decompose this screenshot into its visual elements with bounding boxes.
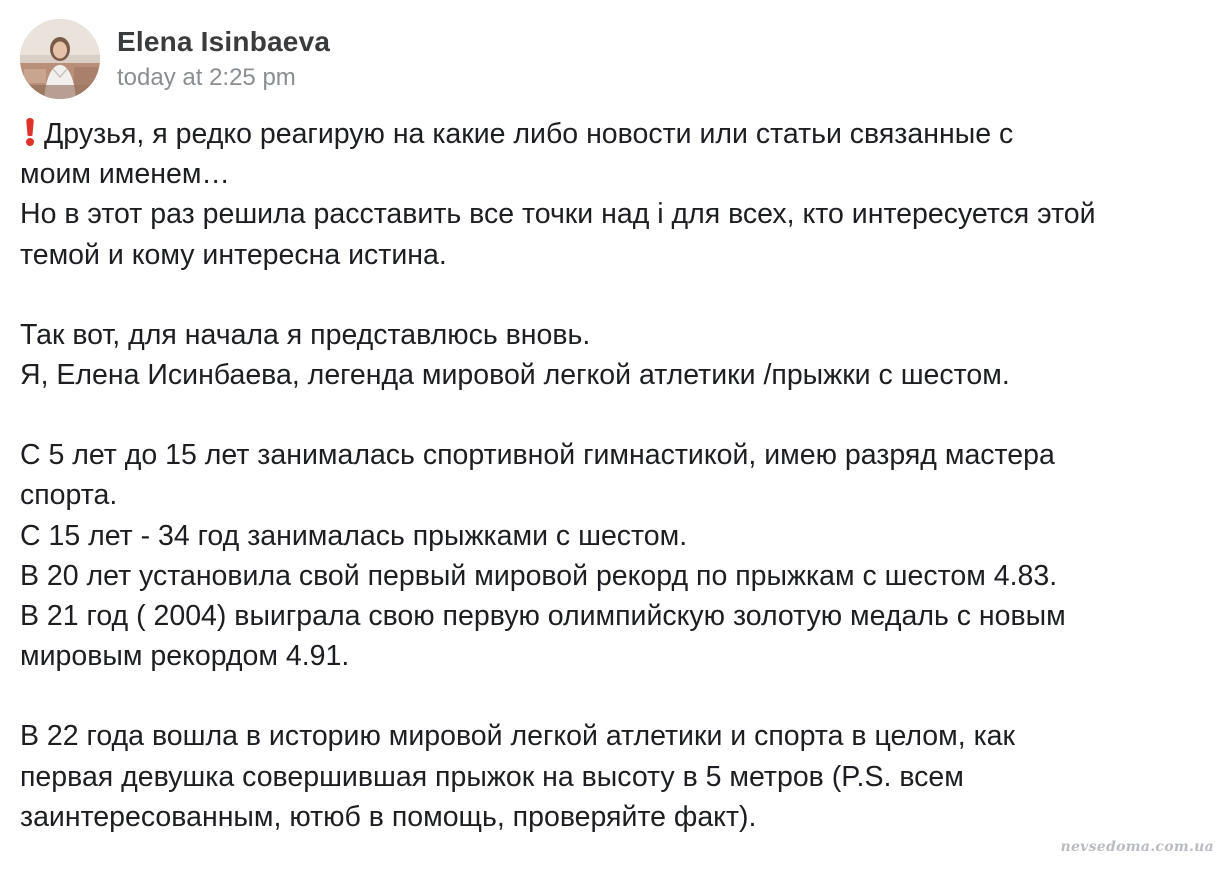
post-line: спорта. [20,479,118,512]
post-line: моим именем… [20,158,230,191]
post-line: первая девушка совершившая прыжок на высоту в 5 метров (P.S. всем [20,760,964,793]
post-line: В 22 года вошла в историю мировой легкой атлетики и спорта в целом, как [20,720,1015,753]
post-line: темой и кому интересна истина. [20,238,447,271]
author-name[interactable]: Elena Isinbaeva [117,25,331,57]
post-line: Но в этот раз решила расставить все точки над і для всех, кто интересуется этой [20,198,1096,231]
post-line: Я, Елена Исинбаева, легенда мировой легкой атлетики /прыжки с шестом. [20,359,1010,392]
post-paragraph [20,114,1205,275]
post-paragraph [20,716,1205,837]
avatar-photo [20,19,100,99]
post-timestamp[interactable]: today at 2:25 pm [117,63,296,91]
post-line [20,114,1205,154]
post-line: С 5 лет до 15 лет занималась спортивной гимнастикой, имею разряд мастера [20,439,1055,472]
post-line-text: Друзья, я редко реагирую на какие либо новости или статьи связанные с [44,118,1014,150]
post-paragraph [20,435,1205,676]
post-line: Так вот, для начала я представлюсь вновь. [20,318,591,351]
post-header [20,18,330,100]
post-line: В 21 год ( 2004) выиграла свою первую олимпийскую золотую медаль с новым [20,600,1066,633]
post-body [20,114,1205,877]
author-avatar[interactable] [20,19,100,99]
post-line: мировым рекордом 4.91. [20,640,350,673]
post-line: В 20 лет установила свой первый мировой рекорд по прыжкам с шестом 4.83. [20,559,1058,592]
header-text [117,25,330,94]
watermark: nevsedoma.com.ua [1060,839,1214,855]
post-line: заинтересованным, ютюб в помощь, проверяйте факт). [20,800,757,833]
red-exclamation-icon [24,116,36,146]
post-line: С 15 лет - 34 год занималась прыжками с шестом. [20,519,688,552]
post-paragraph [20,315,1205,395]
